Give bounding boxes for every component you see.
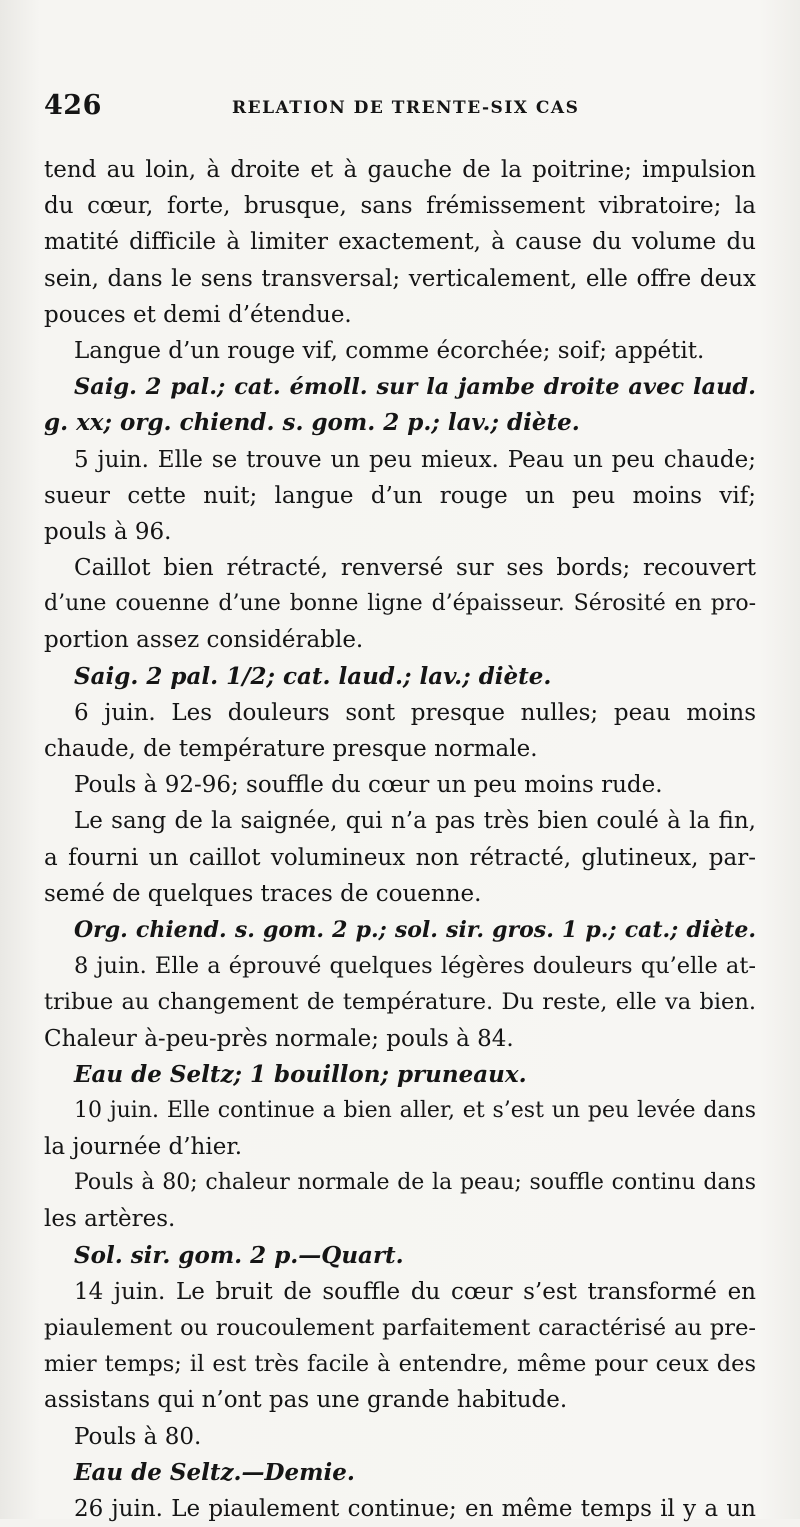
text-line: 26 juin. Le piaulement continue; en même temps il y a un: [74, 1495, 756, 1522]
prescription-line: Org. chiend. s. gom. 2 p.; sol. sir. gros. 1 p.; cat.; diète.: [74, 916, 756, 943]
text-line: sueur cette nuit; langue d’un rouge un peu moins vif;: [44, 482, 756, 509]
text-line: tend au loin, à droite et à gauche de la poitrine; impulsion: [44, 157, 756, 183]
text-line: Pouls à 92-96; souffle du cœur un peu moins rude.: [74, 772, 663, 799]
text-line: pouls à 96.: [44, 518, 172, 545]
text-line: 10 juin. Elle continue a bien aller, et s’est un peu levée dans: [74, 1097, 756, 1123]
text-line: Pouls à 80.: [74, 1423, 202, 1450]
text-line: Pouls à 80; chaleur normale de la peau; souffle continu dans: [74, 1170, 756, 1196]
text-line: du cœur, forte, brusque, sans frémissement vibratoire; la: [44, 193, 756, 220]
text-line: 14 juin. Le bruit de souffle du cœur s’est transformé en: [74, 1278, 756, 1305]
text-line: 5 juin. Elle se trouve un peu mieux. Peau un peu chaude;: [74, 446, 756, 473]
prescription-line: Saig. 2 pal.; cat. émoll. sur la jambe droite avec laud.: [74, 374, 756, 401]
text-line: portion assez considérable.: [44, 627, 364, 654]
text-line: piaulement ou roucoulement parfaitement caractérisé au pre-: [44, 1315, 756, 1341]
prescription-line: Eau de Seltz.—Demie.: [74, 1458, 355, 1486]
text-line: 8 juin. Elle a éprouvé quelques légères douleurs qu’elle at-: [74, 953, 756, 980]
text-line: a fourni un caillot volumineux non rétracté, glutineux, par-: [44, 844, 756, 871]
text-line: Caillot bien rétracté, renversé sur ses bords; recouvert: [74, 555, 756, 582]
text-line: pouces et demi d’étendue.: [44, 301, 352, 328]
text-line: matité difficile à limiter exactement, à cause du volume du: [44, 229, 756, 256]
text-line: les artères.: [44, 1206, 176, 1233]
prescription-line: Sol. sir. gom. 2 p.—Quart.: [74, 1241, 404, 1269]
text-line: mier temps; il est très facile à entendre, même pour ceux des: [44, 1351, 756, 1378]
text-line: sein, dans le sens transversal; verticalement, elle offre deux: [44, 265, 756, 292]
text-line: d’une couenne d’une bonne ligne d’épaisseur. Sérosité en pro-: [44, 591, 756, 617]
text-line: chaude, de température presque normale.: [44, 736, 538, 762]
text-line: tribue au changement de température. Du reste, elle va bien.: [44, 989, 756, 1016]
text-line: semé de quelques traces de couenne.: [44, 880, 482, 907]
text-line: 6 juin. Les douleurs sont presque nulles; peau moins: [74, 699, 756, 726]
text-line: assistans qui n’ont pas une grande habitude.: [44, 1387, 568, 1414]
prescription-line: Eau de Seltz; 1 bouillon; pruneaux.: [74, 1060, 527, 1088]
running-head: RELATION DE TRENTE-SIX CAS: [232, 98, 580, 118]
text-line: Langue d’un rouge vif, comme écorchée; soif; appétit.: [74, 337, 705, 364]
body-text: [44, 152, 756, 1527]
page-number: 426: [44, 90, 102, 121]
text-line: la journée d’hier.: [44, 1134, 243, 1161]
text-line: Le sang de la saignée, qui n’a pas très bien coulé à la fin,: [74, 808, 756, 835]
prescription-line: Saig. 2 pal. 1/2; cat. laud.; lav.; diète.: [74, 662, 552, 690]
prescription-line: g. xx; org. chiend. s. gom. 2 p.; lav.; diète.: [44, 409, 580, 437]
page-header: [44, 90, 760, 130]
text-line: Chaleur à-peu-près normale; pouls à 84.: [44, 1025, 514, 1052]
